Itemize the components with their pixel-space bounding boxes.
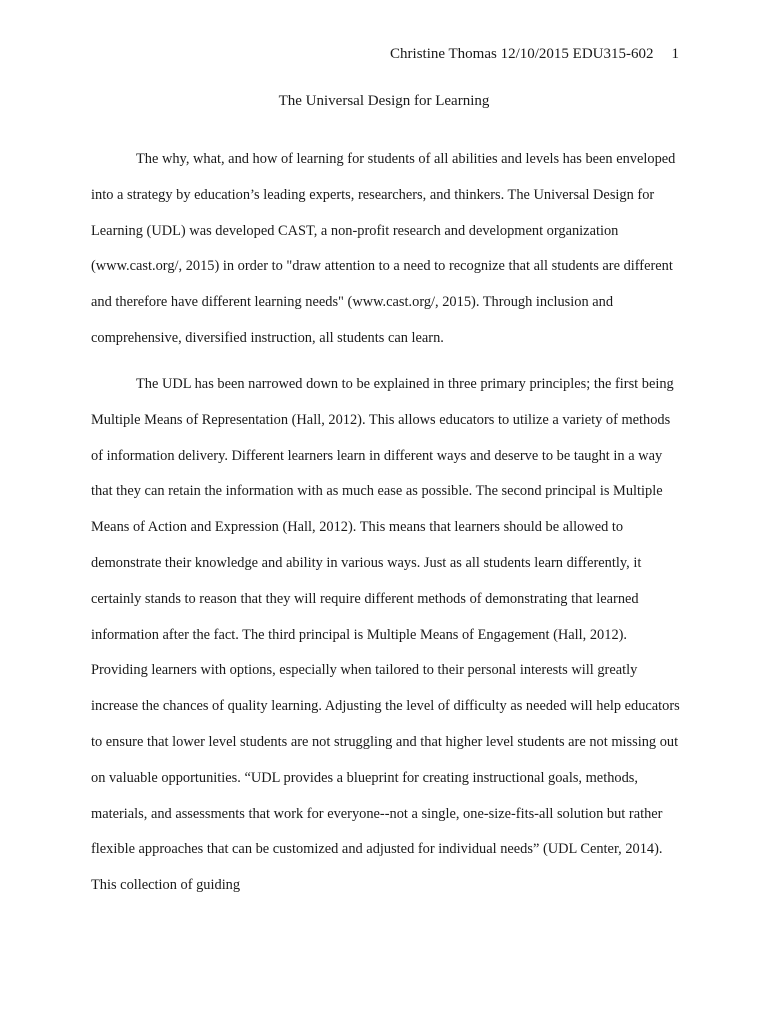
- paragraph-2: The UDL has been narrowed down to be explained in three primary principles; the first being Multiple Means of Representation (Hall, 2012). This allows educators to utilize a variety of methods of information delivery. Different learners learn in different ways and deserve to be taught in a way that they can retain the information with as much ease as possible. The second principal is Multiple Means of Action and Expression (Hall, 2012). This means that learners should be allowed to demonstrate their knowledge and ability in various ways. Just as all students learn differently, it certainly stands to reason that they will require different methods of demonstrating that learned information after the fact. The third principal is Multiple Means of Engagement (Hall, 2012). Providing learners with options, especially when tailored to their personal interests will greatly increase the chances of quality learning. Adjusting the level of difficulty as needed will help educators to ensure that lower level students are not struggling and that higher level students are not missing out on valuable opportunities. “UDL provides a blueprint for creating instructional goals, methods, materials, and assessments that work for everyone--not a single, one-size-fits-all solution but rather flexible approaches that can be customized and adjusted for individual needs” (UDL Center, 2014). This collection of guiding: [91, 376, 680, 894]
- running-header: [390, 46, 679, 63]
- running-head-text: Christine Thomas 12/10/2015 EDU315-602: [390, 46, 654, 62]
- paragraph-1: The why, what, and how of learning for students of all abilities and levels has been enveloped into a strategy by education’s leading experts, researchers, and thinkers. The Universal Design for Learning (UDL) was developed CAST, a non-profit research and development organization (www.cast.org/, 2015) in order to "draw attention to a need to recognize that all students are different and therefore have different learning needs" (www.cast.org/, 2015). Through inclusion and comprehensive, diversified instruction, all students can learn.: [91, 151, 676, 346]
- document-title: The Universal Design for Learning: [278, 93, 490, 109]
- page-number: 1: [671, 46, 679, 62]
